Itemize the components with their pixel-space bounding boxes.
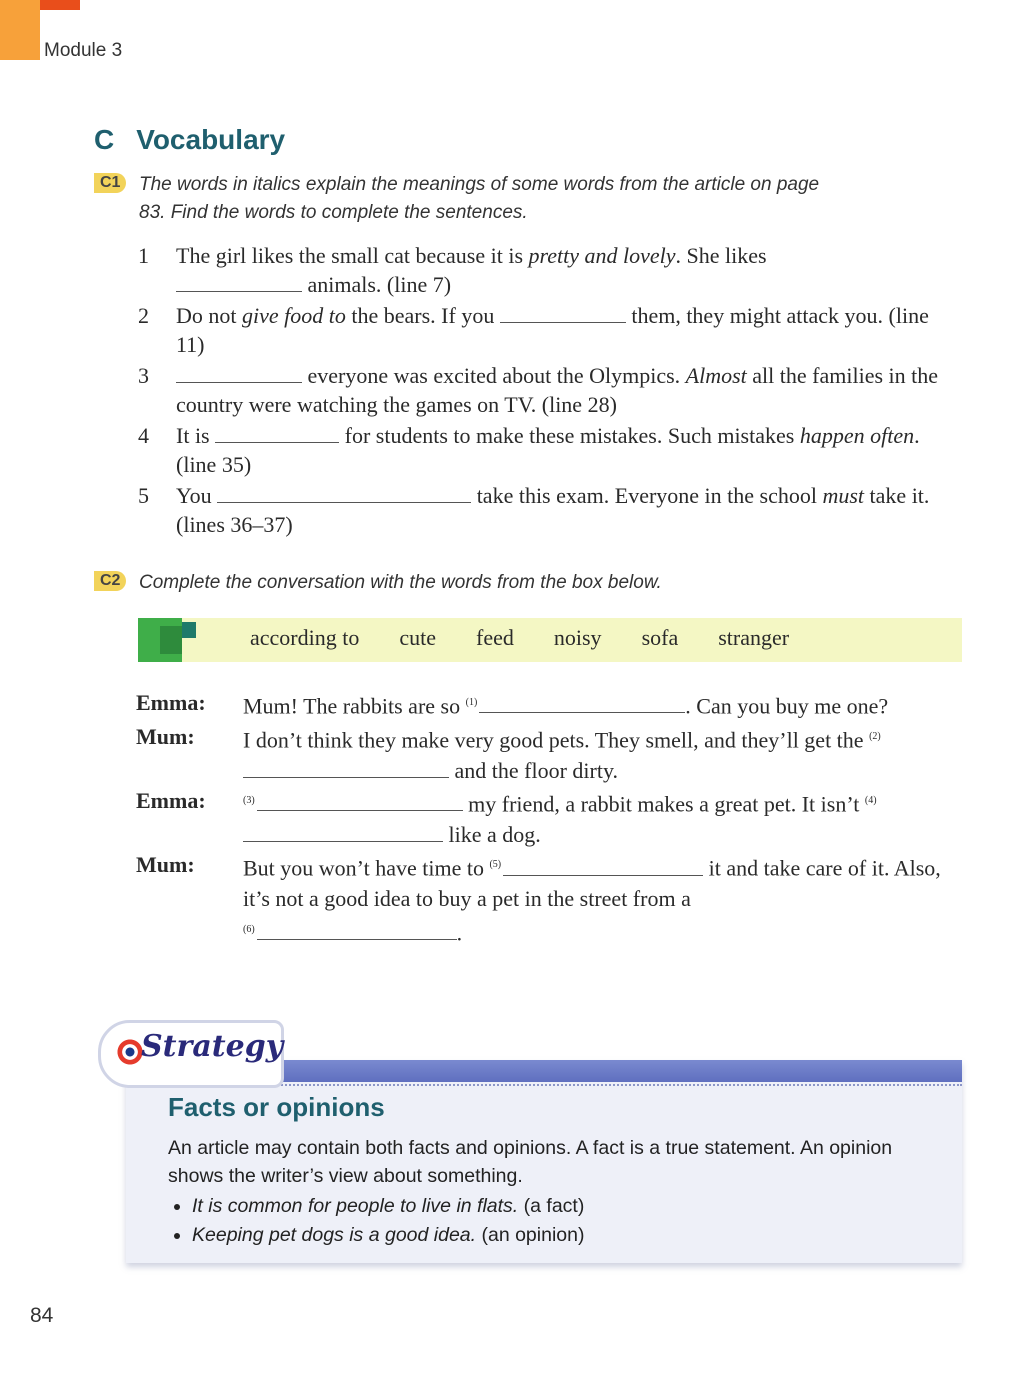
item-text: take it. (lines 36–37) [176, 483, 930, 537]
word-list [250, 625, 829, 651]
word-item: according to [250, 625, 360, 650]
dialogue-turn [136, 850, 966, 948]
gap-number: (6) [243, 923, 255, 935]
c1-badge: C1 [94, 173, 126, 193]
strategy-logo [98, 1020, 284, 1088]
example-note: (a fact) [518, 1195, 585, 1217]
item-number: 4 [138, 423, 149, 448]
c1-exercise-list [138, 242, 958, 542]
answer-blank[interactable] [243, 759, 449, 778]
speech-text: But you won’t have time to [243, 855, 490, 881]
item-text: . She likes [675, 243, 767, 268]
section-name: Vocabulary [136, 124, 286, 155]
answer-blank[interactable] [479, 694, 685, 713]
section-title [94, 124, 285, 156]
answer-blank[interactable] [257, 921, 457, 940]
strategy-examples [168, 1192, 948, 1250]
word-box [138, 618, 962, 662]
item-number: 1 [138, 243, 149, 268]
c2-badge: C2 [94, 571, 126, 591]
c1-instruction [139, 171, 959, 227]
list-item [138, 302, 958, 359]
speech [243, 688, 966, 722]
item-text: It is [176, 423, 216, 448]
item-text: Do not [176, 303, 242, 328]
example-text: Keeping pet dogs is a good idea. [192, 1224, 477, 1246]
page-number: 84 [30, 1304, 54, 1327]
list-item [138, 422, 958, 479]
module-label: Module 3 [44, 40, 123, 61]
item-text: them, they might attack you. (line 11) [176, 303, 929, 357]
gap-number: (3) [243, 795, 255, 807]
item-text: everyone was excited about the Olympics. [302, 363, 686, 388]
speaker: Mum: [136, 852, 195, 878]
speech-text: my friend, a rabbit makes a great pet. It isn’t [462, 791, 865, 817]
item-text: . (line 35) [176, 423, 920, 477]
dialogue-turn [136, 688, 966, 722]
c2-instruction: Complete the conversation with the words from the box below. [139, 572, 662, 593]
speech [243, 722, 966, 786]
word-item: cute [399, 625, 437, 650]
item-text: You [176, 483, 218, 508]
item-italic: pretty and lovely [528, 243, 676, 268]
list-item [138, 362, 958, 419]
item-italic: must [822, 483, 865, 508]
item-number: 5 [138, 483, 149, 508]
item-italic: give food to [242, 303, 346, 328]
speaker: Mum: [136, 723, 195, 749]
speech [243, 850, 966, 948]
word-item: stranger [718, 625, 790, 650]
gap-number: (1) [465, 697, 478, 708]
list-item [192, 1192, 948, 1221]
item-text: the bears. If you [345, 303, 500, 328]
answer-blank[interactable] [176, 273, 302, 292]
answer-blank[interactable] [215, 424, 339, 443]
speech-text: . Can you buy me one? [685, 693, 889, 719]
item-number: 2 [138, 303, 149, 328]
word-item: noisy [553, 625, 602, 650]
example-text: It is common for people to live in flats. [192, 1195, 519, 1217]
answer-blank[interactable] [243, 823, 443, 842]
item-text: animals. (line 7) [302, 271, 452, 297]
speech-text: Mum! The rabbits are so [243, 693, 466, 719]
answer-blank[interactable] [500, 304, 626, 323]
c1-instruction-line1: The words in italics explain the meanings of some words from the article on page [139, 174, 820, 195]
speaker: Emma: [136, 788, 206, 814]
item-italic: happen often [799, 423, 915, 448]
gap-number: (4) [864, 795, 877, 807]
list-item [138, 242, 958, 299]
answer-blank[interactable] [176, 364, 302, 383]
item-italic: Almost [685, 363, 747, 388]
item-text: take this exam. Everyone in the school [471, 483, 823, 508]
speech-text: it and take care of it. Also, it’s not a good idea to buy a pet in the street from a [243, 855, 941, 912]
speech-text: and the floor dirty. [449, 757, 619, 783]
example-note: (an opinion) [476, 1224, 585, 1246]
item-text: all the families in the country were watching the games on TV. (line 28) [176, 363, 939, 417]
strategy-text: An article may contain both facts and opinions. A fact is a true statement. An opinion shows the writer’s view about something. [168, 1137, 893, 1187]
c1-instruction-line2: 83. Find the words to complete the sentences. [139, 202, 528, 223]
speaker: Emma: [136, 690, 206, 715]
gap-number: (2) [869, 730, 881, 742]
item-text: for students to make these mistakes. Such mistakes [339, 423, 800, 448]
section-letter: C [94, 124, 115, 155]
speech-text: . [456, 920, 463, 946]
item-number: 3 [138, 363, 149, 388]
gap-number: (5) [489, 859, 502, 871]
speech [243, 786, 966, 850]
word-item: feed [476, 625, 514, 650]
dialogue-turn [136, 722, 966, 786]
speech-text: like a dog. [443, 821, 541, 847]
item-text: The girl likes the small cat because it is [176, 243, 529, 268]
word-item: sofa [641, 625, 679, 650]
answer-blank[interactable] [257, 792, 463, 811]
strategy-logo-text: Strategy [141, 1029, 284, 1064]
list-item [192, 1221, 948, 1250]
strategy-body [168, 1134, 948, 1250]
answer-blank[interactable] [503, 857, 703, 876]
strategy-title: Facts or opinions [168, 1092, 385, 1122]
conversation [136, 688, 966, 949]
dialogue-turn [136, 786, 966, 850]
list-item [138, 482, 958, 539]
speech-text: I don’t think they make very good pets. They smell, and they’ll get the [243, 727, 870, 753]
answer-blank[interactable] [217, 484, 471, 503]
